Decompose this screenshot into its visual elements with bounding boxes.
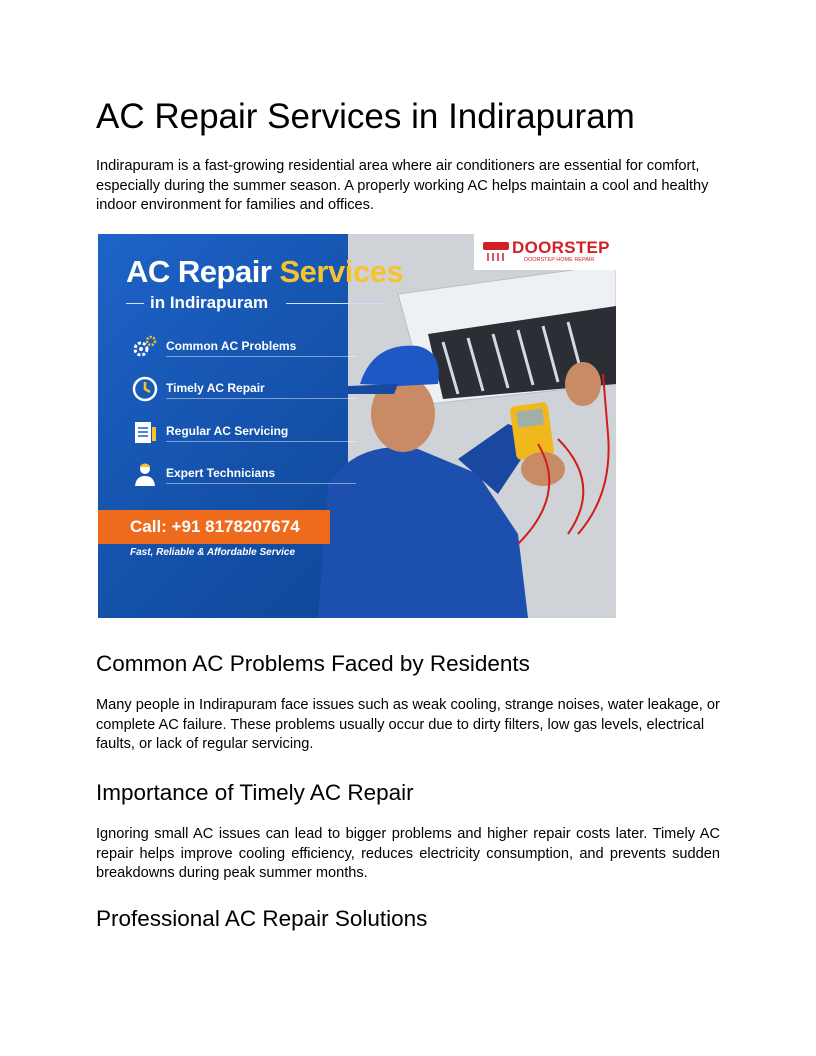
section-body-problems: Many people in Indirapuram face issues such as weak cooling, strange noises, water leakage, or complete AC failure. These problems usually occur due to dirty filters, low gas levels, electrical faults, or lack of regular servicing.	[96, 697, 720, 752]
banner-title	[126, 254, 403, 290]
banner-subtitle	[126, 292, 386, 316]
banner-feature-problems	[130, 332, 330, 364]
technician-icon	[130, 459, 160, 489]
gears-icon	[130, 332, 160, 362]
subtitle-rule-left	[126, 303, 144, 304]
page-title: AC Repair Services in Indirapuram	[96, 97, 635, 136]
feature-divider	[166, 483, 356, 484]
feature-label: Expert Technicians	[166, 466, 276, 480]
checklist-icon	[130, 417, 160, 447]
section-heading-solutions: Professional AC Repair Solutions	[96, 906, 428, 931]
feature-label: Timely AC Repair	[166, 381, 265, 395]
feature-divider	[166, 398, 356, 399]
banner-feature-technicians	[130, 459, 330, 491]
section-heading-problems: Common AC Problems Faced by Residents	[96, 651, 530, 676]
ac-repair-banner-image	[98, 234, 616, 618]
section-heading-timely: Importance of Timely AC Repair	[96, 780, 414, 805]
feature-label: Regular AC Servicing	[166, 424, 289, 438]
call-number: Call: +91 8178207674	[130, 517, 300, 536]
ac-logo-icon	[482, 241, 510, 263]
banner-title-white: AC Repair	[126, 254, 272, 289]
feature-label: Common AC Problems	[166, 339, 297, 353]
call-bar	[98, 510, 330, 544]
banner-title-yellow: Services	[279, 254, 404, 289]
banner-tagline: Fast, Reliable & Affordable Service	[130, 547, 296, 558]
feature-divider	[166, 356, 356, 357]
subtitle-rule-right	[286, 303, 386, 304]
feature-divider	[166, 441, 356, 442]
banner-subtitle-text: in Indirapuram	[150, 293, 269, 312]
section-body-timely: Ignoring small AC issues can lead to bigger problems and higher repair costs later. Timely AC repair helps improve cooling efficiency, reduces electricity consumption, and prevents sudden breakdowns during peak summer months.	[96, 826, 720, 881]
logo-subtitle: DOORSTEP HOME REPAIR	[524, 257, 595, 263]
clock-icon	[130, 374, 160, 404]
banner-feature-servicing	[130, 417, 330, 449]
banner-feature-timely	[130, 374, 330, 406]
intro-paragraph: Indirapuram is a fast-growing residential area where air conditioners are essential for comfort, especially during the summer season. A properly working AC helps maintain a cool and healthy indoor environment for families and offices.	[96, 158, 709, 213]
doorstep-logo	[474, 234, 616, 270]
logo-name: DOORSTEP	[512, 238, 610, 257]
